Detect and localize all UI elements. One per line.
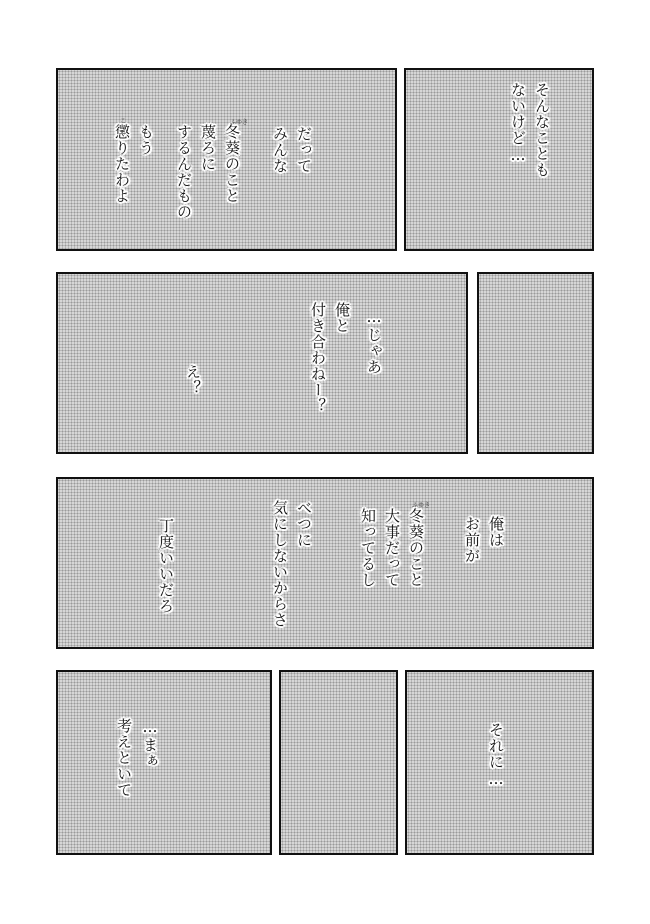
p1-line-5: するんだもの [175, 124, 193, 220]
p1-ruby-fuyuki: ふゆき [230, 119, 249, 126]
p5-line-8: 丁度いいだろ [157, 518, 175, 614]
p6-line-1: …まぁ [141, 718, 159, 769]
p3-line-3: 付き合わねー？ [309, 302, 327, 414]
panel-6 [56, 670, 272, 855]
panel-5 [56, 477, 594, 649]
p8-line-1: それに… [487, 722, 505, 789]
p1-line-2: みんな [271, 126, 289, 174]
p5-line-1: 俺は [487, 516, 505, 548]
p5-line-4: 大事だって [383, 508, 401, 588]
p1-line-3: 冬葵のこと [223, 124, 241, 204]
p5-line-3: 冬葵のこと [407, 508, 425, 588]
p2-line-2: ないけど… [509, 82, 527, 165]
p1-ruby-ko: こ [120, 118, 127, 125]
panel-4 [477, 272, 594, 454]
p1-line-1: だって [295, 126, 313, 174]
p3-line-1: …じゃあ [365, 308, 383, 375]
panel-2 [404, 68, 594, 251]
p5-line-6: べつに [295, 500, 313, 548]
panel-7 [279, 670, 398, 855]
p2-line-1: そんなことも [533, 82, 551, 178]
p6-line-2: 考えといて [115, 718, 133, 798]
p3-line-2: 俺と [333, 302, 351, 334]
p5-ruby-fuyuki: ふゆき [412, 502, 431, 509]
p1-line-6: もう [137, 124, 155, 156]
p1-line-7: 懲りたわよ [113, 124, 131, 204]
panel-3 [56, 272, 468, 454]
p5-line-7: 気にしないからさ [271, 500, 289, 628]
p3-line-4: え？ [184, 364, 202, 396]
p1-line-4: 蔑ろに [199, 124, 217, 172]
p5-line-2: お前が [463, 516, 481, 564]
p5-line-5: 知ってるし [359, 508, 377, 588]
